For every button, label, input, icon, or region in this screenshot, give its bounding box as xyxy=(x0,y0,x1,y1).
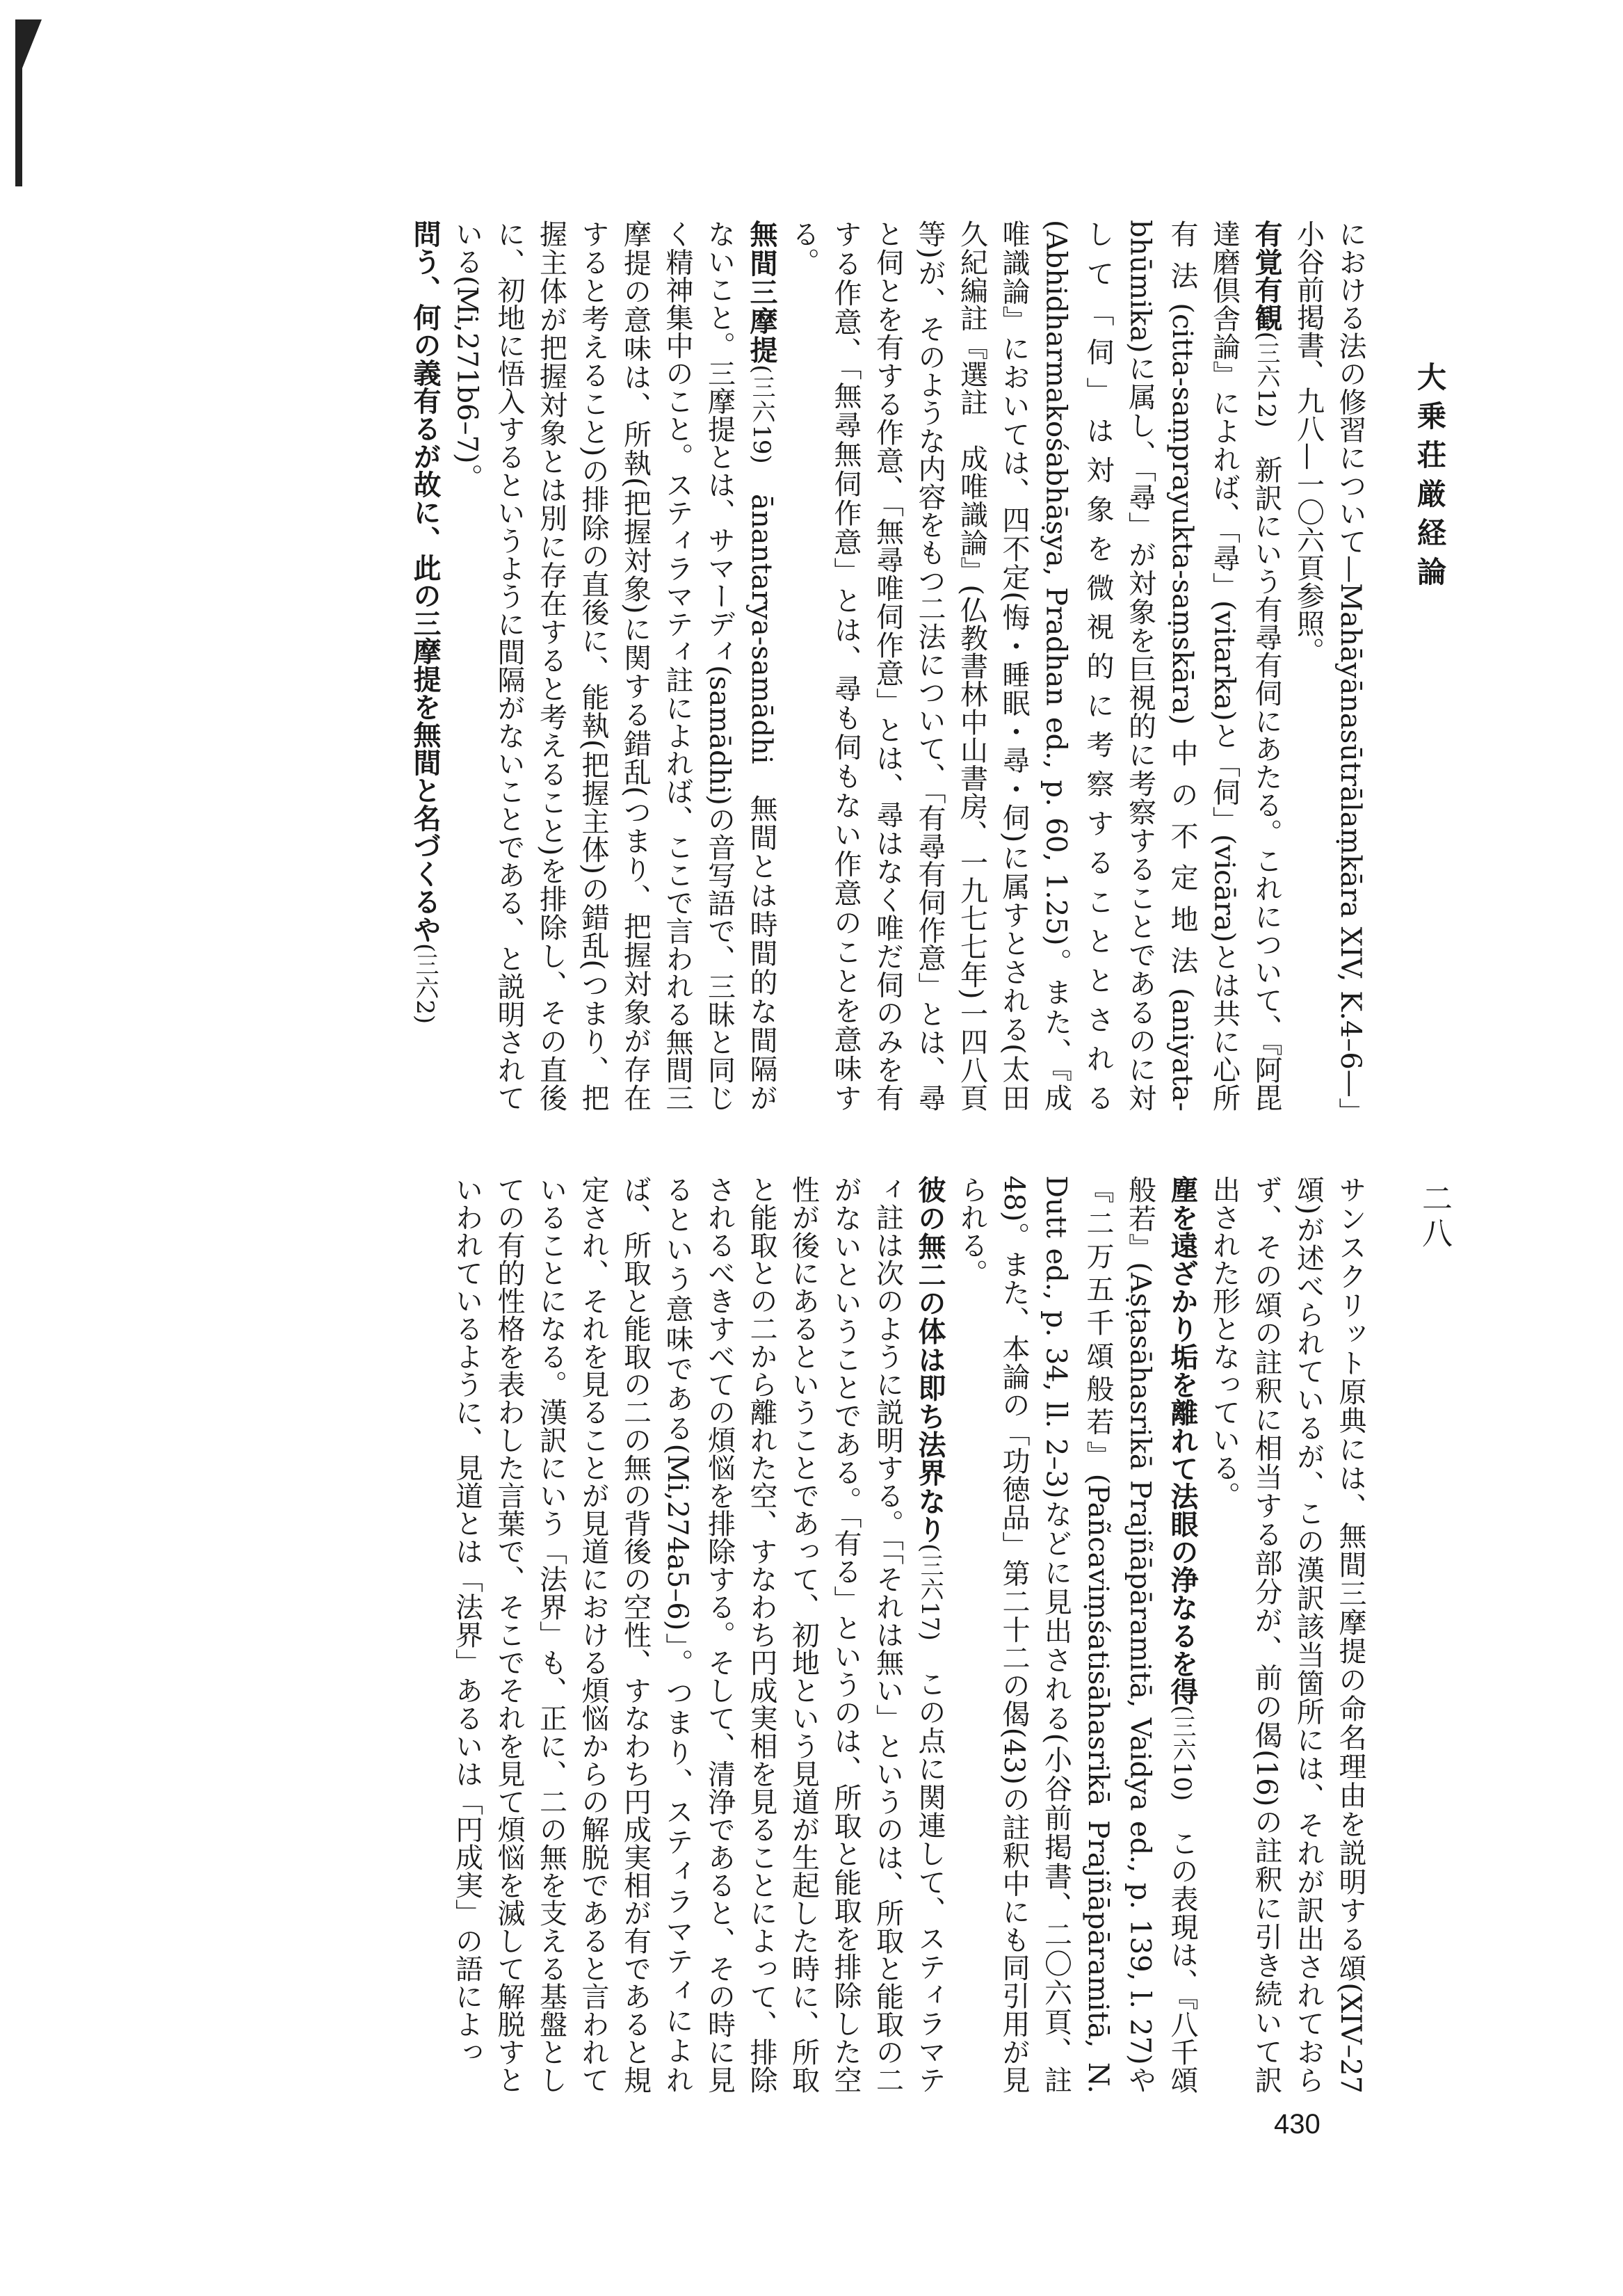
note-text: における法の修習について—Mahāyānasūtrālaṃkāra XIV, K.4–6—」小谷前掲書、九八—一〇六頁参照。 xyxy=(1292,220,1366,1111)
running-title: 大乗荘厳経論 xyxy=(1413,362,1447,595)
page-number: 430 xyxy=(1274,2109,1321,2140)
note-ref: (三六19) xyxy=(748,364,775,464)
note-ref: (三六12) xyxy=(1252,331,1280,428)
note-continuation xyxy=(1287,220,1371,1111)
note-item xyxy=(446,1175,951,2094)
note-item xyxy=(951,1175,1203,2094)
note-heading: 問う、何の義有るが故に、此の三摩提を無間と名づくるや xyxy=(409,220,442,943)
note-text: この表現は、『八千頌般若』(Aṣṭasāhasrikā Prajñāpāramitā, Vaidya ed., p. 139, l. 27)や『二万五千頌般若』(Pañcaviṃśatisāhasrikā Prajñāpāramitā, N. Dutt ed., p. 34, ll. 2–3)などに見出される(小谷前掲書、二〇六頁、註48)。また、本論の「功徳品」第二十二の偈(43)の註釈中にも同引用が見られる。 xyxy=(955,1175,1198,2094)
note-ref: (三六17) xyxy=(916,1543,944,1641)
note-text: サンスクリット原典には、無間三摩提の命名理由を説明する頌(XIV–27頌)が述べられているが、この漢訳該当箇所には、それが訳出されておらず、その頌の註釈に相当する部分が、前の偈(16)の註釈に引き続いて訳出された形となっている。 xyxy=(1208,1175,1366,2094)
corner-crop-mark xyxy=(15,19,42,186)
note-heading: 無間三摩提 xyxy=(745,220,778,365)
note-heading: 有覚有観 xyxy=(1250,220,1283,332)
note-continuation xyxy=(1203,1175,1371,2094)
note-text: この点に関連して、スティラマティ註は次のように説明する。「「それは無い」というのは、所取と能取の二がないということである。「有る」というのは、所取と能取を排除した空性が後にあるということであって、初地という見道が生起した時に、所取と能取との二から離れた空、すなわち円成実相を見ることによって、排除されるべきすべての煩悩を排除する。そして、清浄であると、その時に見るという意味である(Mi,274a5–6)」。つまり、スティラマティによれば、所取と能取の二の無の背後の空性、すなわち円成実相が有であると規定され、それを見ることが見道における煩悩からの解脱であると言われていることになる。漢訳にいう「法界」も、正に、二の無を支える基盤としての有的性格を表わした言葉で、そこでそれを見て煩悩を滅して解脱すといわれているように、見道とは「法界」あるいは「円成実」の語によっ xyxy=(451,1175,946,2094)
note-ref: (三六2) xyxy=(411,943,439,1025)
note-item xyxy=(782,220,1287,1111)
note-text: 新訳にいう有尋有伺にあたる。これについて、『阿毘達磨倶舎論』によれば、「尋」(vitarka)と「伺」(vicāra)とは共に心所有法(citta-saṃprayukta-saṃskāra)中の不定地法(aniyata-bhūmika)に属し、「尋」が対象を巨視的に考察することであるのに対して「伺」は対象を微視的に考察することとされる(Abhidharmakośabhāṣya, Pradhan ed., p. 60, 1.25)。また、『成唯識論』においては、四不定(悔・睡眠・尋・伺)に属すとされる(太田久紀編註『選註 成唯識論』(仏教書林中山書房、一九七七年)一四八頁等)が、そのような内容をもつ二法について、「有尋有伺作意」とは、尋と伺とを有する作意、「無尋唯伺作意」とは、尋はなく唯だ伺のみを有する作意、「無尋無伺作意」とは、尋も伺もない作意のことを意味する。 xyxy=(787,220,1282,1111)
note-ref: (三六10) xyxy=(1168,1705,1196,1801)
note-heading: 塵を遠ざかり垢を離れて法眼の浄なるを得 xyxy=(1166,1175,1199,1705)
page-number-kanji: 二八 xyxy=(1416,1182,1452,1252)
note-item xyxy=(446,220,782,1111)
lower-text-block xyxy=(43,1175,1371,2094)
note-heading: 彼の無二の体は即ち法界なり xyxy=(914,1175,946,1544)
upper-text-block xyxy=(43,220,1371,1111)
note-text: ānantarya-samādhi 無間とは時間的な間隔がないこと。三摩提とは、サマーディ(samādhi)の音写語で、三昧と同じく精神集中のこと。スティラマティ註によれば、ここで言われる無間三摩提の意味は、所執(把握対象)に関する錯乱(つまり、把握対象が存在すると考えること)の排除の直後に、能執(把握主体)の錯乱(つまり、把握主体が把握対象とは別に存在すると考えること)を排除し、その直後に、初地に悟入するというように間隔がないことである、と説明されている(Mi,271b6–7)。 xyxy=(451,220,777,1111)
note-item xyxy=(404,220,446,1111)
